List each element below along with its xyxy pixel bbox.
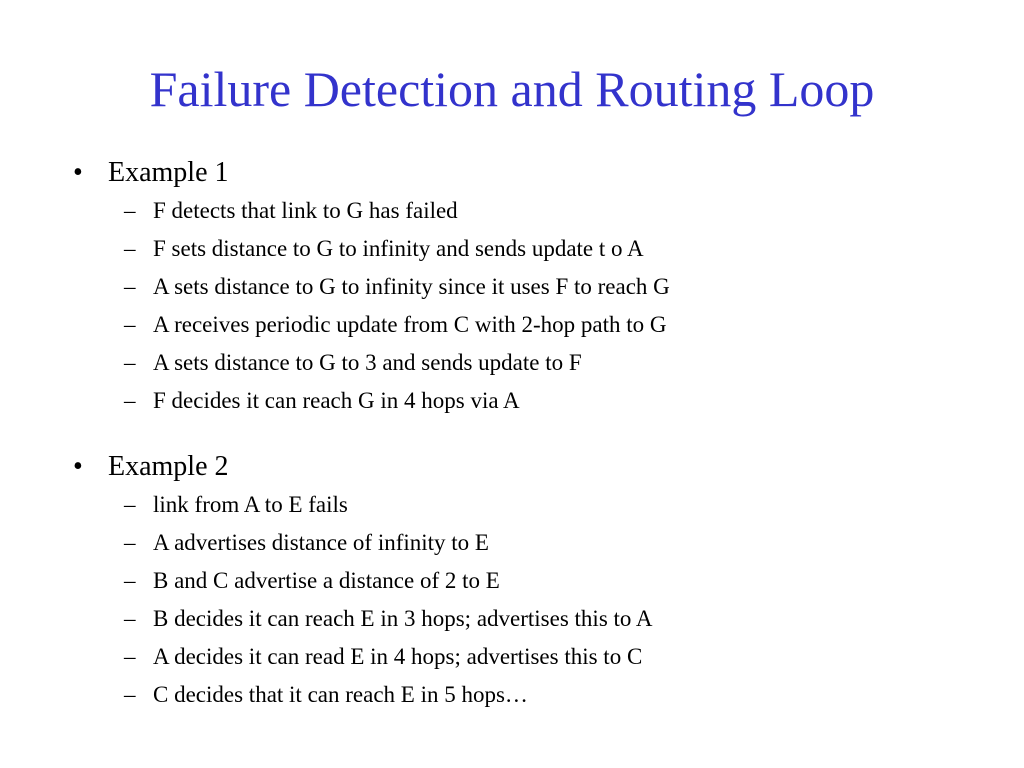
sub-bullet-item — [0, 230, 1024, 268]
bullet-group-example-2 — [0, 448, 1024, 714]
sub-bullet-text: A sets distance to G to 3 and sends update to F — [153, 350, 582, 375]
sub-bullet-item — [0, 486, 1024, 524]
sub-bullet-item — [0, 524, 1024, 562]
sub-bullet-text: link from A to E fails — [153, 492, 348, 517]
sub-bullet-item — [0, 306, 1024, 344]
sub-bullet-list — [0, 486, 1024, 714]
bullet-group-example-1 — [0, 154, 1024, 420]
bullet-label: Example 2 — [108, 451, 229, 482]
sub-bullet-text: B and C advertise a distance of 2 to E — [153, 568, 500, 593]
bullet-marker: • — [73, 451, 83, 482]
sub-bullet-item — [0, 268, 1024, 306]
sub-bullet-item — [0, 600, 1024, 638]
sub-bullet-list — [0, 192, 1024, 420]
sub-bullet-text: F sets distance to G to infinity and sends update t o A — [153, 236, 644, 261]
bullet-item — [0, 154, 1024, 192]
sub-bullet-text: A advertises distance of infinity to E — [153, 530, 489, 555]
sub-bullet-item — [0, 382, 1024, 420]
sub-bullet-text: F decides it can reach G in 4 hops via A — [153, 388, 520, 413]
sub-bullet-text: A receives periodic update from C with 2-hop path to G — [153, 312, 667, 337]
sub-bullet-text: A sets distance to G to infinity since it uses F to reach G — [153, 274, 670, 299]
sub-bullet-marker: – — [124, 606, 136, 631]
sub-bullet-item — [0, 344, 1024, 382]
bullet-label: Example 1 — [108, 157, 229, 188]
slide-body — [0, 154, 1024, 718]
sub-bullet-marker: – — [124, 492, 136, 517]
sub-bullet-item — [0, 562, 1024, 600]
bullet-item — [0, 448, 1024, 486]
sub-bullet-marker: – — [124, 682, 136, 707]
bullet-marker: • — [73, 157, 83, 188]
sub-bullet-text: C decides that it can reach E in 5 hops… — [153, 682, 528, 707]
sub-bullet-text: B decides it can reach E in 3 hops; advertises this to A — [153, 606, 653, 631]
sub-bullet-item — [0, 192, 1024, 230]
slide-title: Failure Detection and Routing Loop — [149, 61, 875, 117]
sub-bullet-marker: – — [124, 568, 136, 593]
sub-bullet-item — [0, 638, 1024, 676]
sub-bullet-text: A decides it can read E in 4 hops; advertises this to C — [153, 644, 643, 669]
sub-bullet-text: F detects that link to G has failed — [153, 198, 458, 223]
sub-bullet-item — [0, 676, 1024, 714]
sub-bullet-marker: – — [124, 274, 136, 299]
sub-bullet-marker: – — [124, 198, 136, 223]
sub-bullet-marker: – — [124, 388, 136, 413]
sub-bullet-marker: – — [124, 530, 136, 555]
sub-bullet-marker: – — [124, 236, 136, 261]
sub-bullet-marker: – — [124, 644, 136, 669]
sub-bullet-marker: – — [124, 312, 136, 337]
sub-bullet-marker: – — [124, 350, 136, 375]
